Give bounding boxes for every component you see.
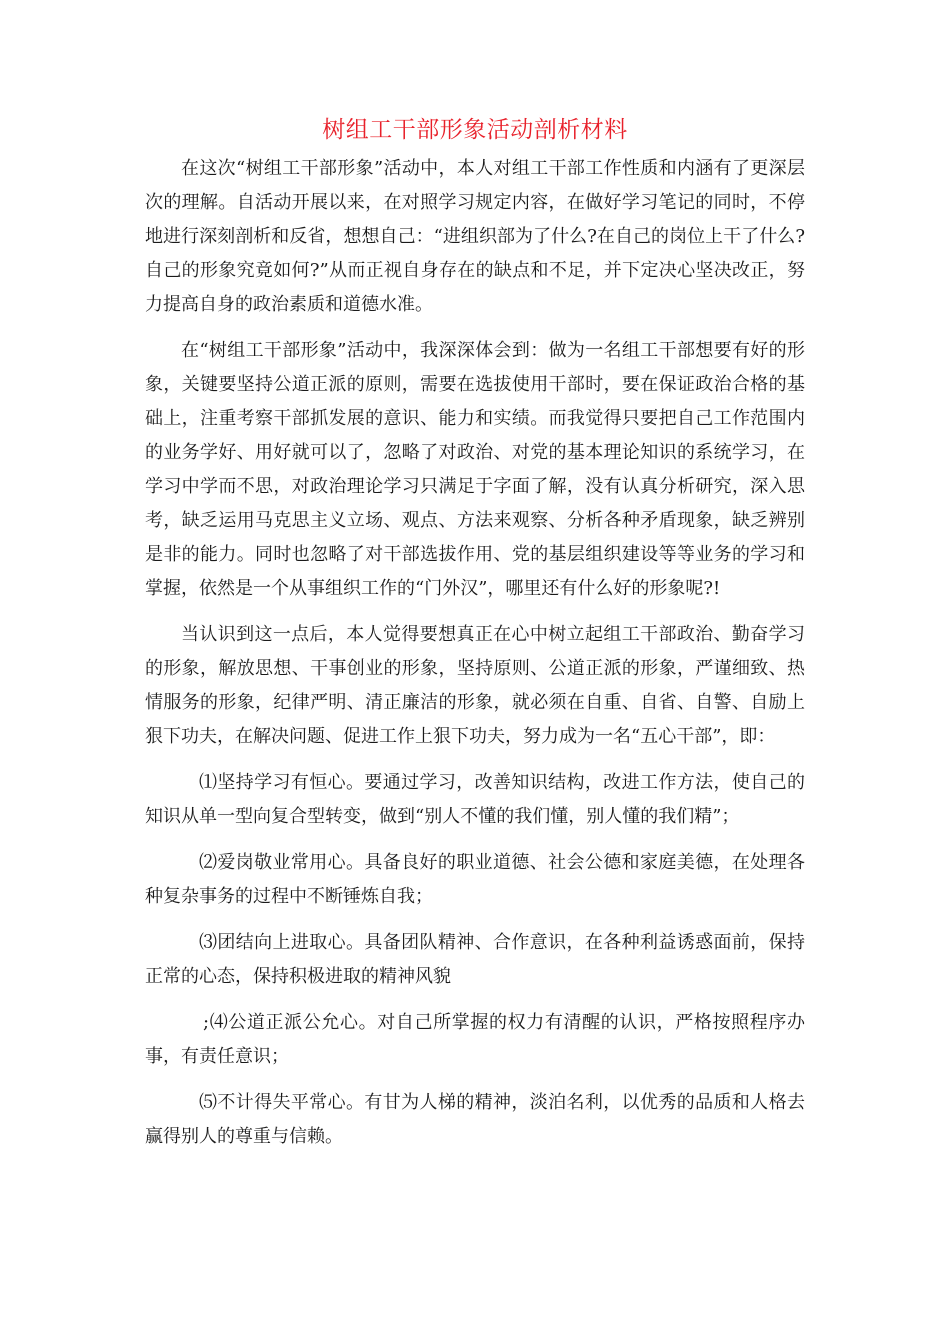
paragraph-reflection: 在“树组工干部形象”活动中，我深深体会到：做为一名组工干部想要有好的形象，关键要坚持公道正派的原则，需要在选拔使用干部时，要在保证政治合格的基础上，注重考察干部抓发展的意识、能力和实绩。而我觉得只要把自己工作范围内的业务学好、用好就可以了，忽略了对政治、对党的基本理论知识的系统学习，在学习中学而不思，对政治理论学习只满足于字面了解，没有认真分析研究，深入思考，缺乏运用马克思主义立场、观点、方法来观察、分析各种矛盾现象，缺乏辨别是非的能力。同时也忽略了对干部选拔作用、党的基层组织建设等等业务的学习和掌握，依然是一个从事组织工作的“门外汉”，哪里还有什么好的形象呢?! — [145, 340, 805, 599]
list-item-4: ;⑷公道正派公允心。对自己所掌握的权力有清醒的认识，严格按照程序办事，有责任意识； — [145, 1012, 805, 1067]
paragraph-intro: 在这次“树组工干部形象”活动中，本人对组工干部工作性质和内涵有了更深层次的理解。自活动开展以来，在对照学习规定内容，在做好学习笔记的同时，不停地进行深刻剖析和反省，想想自己：“进组织部为了什么?在自己的岗位上干了什么?自己的形象究竟如何?”从而正视自身存在的缺点和不足，并下定决心坚决改正，努力提高自身的政治素质和道德水准。 — [145, 158, 805, 315]
list-item-3: ⑶团结向上进取心。具备团队精神、合作意识，在各种利益诱惑面前，保持正常的心态，保持积极进取的精神风貌 — [145, 932, 805, 987]
paragraph-resolution: 当认识到这一点后，本人觉得要想真正在心中树立起组工干部政治、勤奋学习的形象，解放思想、干事创业的形象，坚持原则、公道正派的形象，严谨细致、热情服务的形象，纪律严明、清正廉洁的形象，就必须在自重、自省、自警、自励上狠下功夫，在解决问题、促进工作上狠下功夫，努力成为一名“五心干部”，即： — [145, 624, 805, 747]
list-item-2: ⑵爱岗敬业常用心。具备良好的职业道德、社会公德和家庭美德，在处理各种复杂事务的过程中不断锤炼自我； — [145, 852, 805, 907]
document-body — [145, 152, 805, 1166]
list-item-5: ⑸不计得失平常心。有甘为人梯的精神，淡泊名利，以优秀的品质和人格去赢得别人的尊重与信赖。 — [145, 1092, 805, 1147]
document-title: 树组工干部形象活动剖析材料 — [322, 117, 628, 143]
list-item-1: ⑴坚持学习有恒心。要通过学习，改善知识结构，改进工作方法，使自己的知识从单一型向复合型转变，做到“别人不懂的我们懂，别人懂的我们精”； — [145, 772, 805, 827]
